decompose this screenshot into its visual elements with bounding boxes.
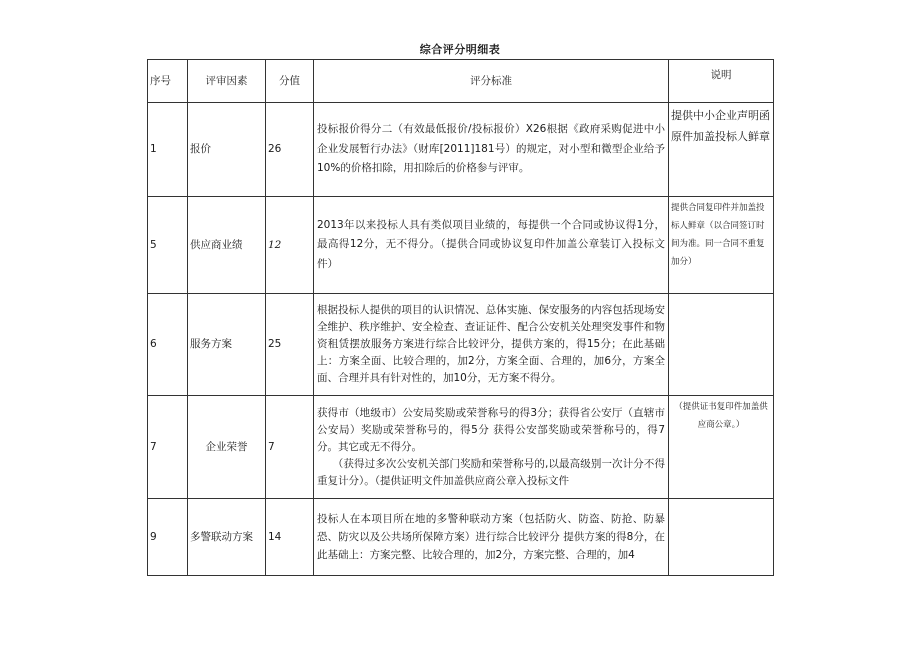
row-seq: 5 [148, 197, 188, 294]
row-seq: 6 [148, 294, 188, 396]
header-note: 说明 [669, 60, 774, 103]
row-factor: 多警联动方案 [188, 499, 266, 576]
row-factor: 报价 [188, 103, 266, 197]
row-criteria: 投标报价得分二（有效最低报价/投标报价）X26根据《政府采购促进中小企业发展暂行办法》（财库[2011]181号）的规定，对小型和微型企业给予10%的价格扣除，用扣除后的价格参与评审。 [314, 103, 669, 197]
header-row [148, 60, 774, 103]
row-score: 12 [266, 197, 314, 294]
row-criteria: 2013年以来投标人具有类似项目业绩的，每提供一个合同或协议得1分，最高得12分，无不得分。（提供合同或协议复印件加盖公章装订入投标文件） [314, 197, 669, 294]
row-note: 提供中小企业声明函原件加盖投标人鲜章 [669, 103, 774, 197]
row-score: 14 [266, 499, 314, 576]
row-note: （提供证书复印件加盖供应商公章。） [669, 396, 774, 499]
row-note [669, 499, 774, 576]
header-seq: 序号 [148, 60, 188, 103]
criteria-extra: （获得过多次公安机关部门奖励和荣誉称号的,以最高级别一次计分不得重复计分）。（提供证明文件加盖供应商公章入投标文件 [317, 457, 665, 487]
criteria-main: 获得市（地级市）公安局奖励或荣誉称号的得3分；获得省公安厅（直辖市公安局）奖励或荣誉称号的，得5分 获得公安部奖励或荣誉称号的，得7分。其它或无不得分。 [317, 406, 665, 453]
row-criteria [314, 396, 669, 499]
row-score: 25 [266, 294, 314, 396]
row-note [669, 294, 774, 396]
row-criteria: 根据投标人提供的项目的认识情况、总体实施、保安服务的内容包括现场安全维护、秩序维护、安全检查、查证证件、配合公安机关处理突发事件和物资租赁摆放服务方案进行综合比较评分，提供方案的，得15分；在此基础上：方案全面、比较合理的，加2分，方案全面、合理的，加6分，方案全面、合理并具有针对性的，加10分，无方案不得分。 [314, 294, 669, 396]
row-score: 7 [266, 396, 314, 499]
table-row [148, 197, 774, 294]
table-row [148, 294, 774, 396]
table-row [148, 103, 774, 197]
score-table [147, 59, 774, 576]
page-title: 综合评分明细表 [419, 43, 501, 56]
header-criteria: 评分标准 [314, 60, 669, 103]
table-row [148, 396, 774, 499]
header-score: 分值 [266, 60, 314, 103]
row-seq: 7 [148, 396, 188, 499]
header-factor: 评审因素 [188, 60, 266, 103]
row-factor: 服务方案 [188, 294, 266, 396]
table-row [148, 499, 774, 576]
row-factor: 供应商业绩 [188, 197, 266, 294]
row-factor: 企业荣誉 [188, 396, 266, 499]
row-seq: 9 [148, 499, 188, 576]
row-note: 提供合同复印件并加盖投标人鲜章（以合同签订时间为准。同一合同不重复加分） [669, 197, 774, 294]
row-seq: 1 [148, 103, 188, 197]
row-criteria: 投标人在本项目所在地的多警种联动方案（包括防火、防盗、防抢、防暴恐、防灾以及公共场所保障方案）进行综合比较评分 提供方案的得8分，在此基础上：方案完整、比较合理的，加2分，方案完整、合理的，加4 [314, 499, 669, 576]
row-score: 26 [266, 103, 314, 197]
